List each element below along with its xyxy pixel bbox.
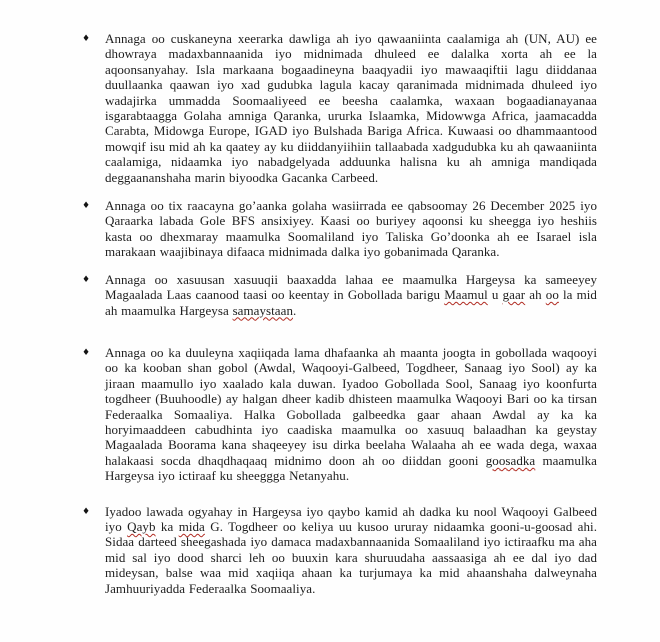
bullet-list [82,31,597,596]
misspelled-word: gaar [502,287,526,303]
text-run: Annaga oo tix raacayna go’aanka golaha wasiirrada ee qabsoomay 26 December 2025 iyo Qaraarka labada Gole BFS ansixiyey. Kaasi oo buriyey aqoonsi ku sheegga iyo heshiis kasta oo dhexmaray maamulka Soomaliland iyo Taliska Go’doonka ah ee Isarael isla marakaan waajibinaya difaaca midnimada dalka iyo gobanimada Qaranka. [105,198,597,260]
text-run: Annaga oo cuskaneyna xeerarka dawliga ah iyo qawaaniinta caalamiga ah (UN, AU) ee dhowraya madaxbannaanida iyo midnimada dhuleed ee dalalka xorta ah ee la aqoonsanyahay. Isla markaana bogaadineyna baaqyadii iyo mawaaqiftii lagu diiddanaa duullaanka qaawan iyo xad gudubka lagula kacay qaranimada midnimada dhuleed iyo wadajirka ummadda Soomaaliyeed ee beesha caalamka, waxaan bogaadianayanaa isgarabtaagga Golaha amniga Qaranka, ururka Islaamka, Midowwga Africa, jaamacadda Carabta, Midowga Europe, IGAD iyo Bulshada Bariga Africa. Kuwaasi oo dhammaantood mowqif isu mid ah ka qaatey ay ku diiddanyiihiin tallaabada xadgudubka ku ah qawaaniinta caalamiga, nidaamka iyo nabadgelyada adduunka halisna ku ah amniga mandiqada deggaananshaha marin biyoodka Gacanka Carbeed. [105,31,597,185]
text-run: G. Togdheer oo keliya uu kusoo ururay nidaamka gooni-u-goosad ahi. Sidaa darteed sheegashada iyo damaca madaxbannaanida Somaaliland iyo ictiraafku ma aha mid sal iyo dood sharci leh oo buuxin kara shuruudaha aassaasiga ah ee dal iyo dad mideysan, balse waa mid xaqiiqa ahaan ka turjumaya ka mid ahaanshaha dalweynaha Jamhuuriyadda Federaalka Soomaaliya. [105,518,597,596]
misspelled-word: oo [545,287,559,303]
bullet-diamond-icon: ♦ [82,201,91,212]
bullet-paragraph [105,272,597,318]
text-run: . [293,302,297,318]
bullet-diamond-icon: ♦ [82,347,91,358]
bullet-item [82,344,597,484]
text-run: Annaga oo ka duuleyna xaqiiqada lama dhafaanka ah maanta joogta in gobollada waqooyi oo ka kooban shan gobol (Awdal, Waqooyi-Galbeed, Togdheer, Sanaag iyo Sool) ay ka jiraan maamullo iyo xaalado kala duwan. Iyadoo Gobollada Sool, Sanaag iyo koonfurta togdheer (Buuhoodle) ay halgan dheer kadib dhisteen maamulka Waqooyi Bari oo ka tirsan Federaalka Somaaliya. Halka Gobollada galbeedka gaar ahaan Awdal ay ka ka horyimaaddeen cabudhinta iyo caadiska maamulka oo xasuuq balaadhan ka geystay Magaalada Boorama kana shaqeeyey isu dirka beelaha Walaaha ah ee wada dega, waxaa halakaasi socda dhaqdhaqaaq midnimo doon ah oo diiddan gooni [105,344,597,468]
misspelled-word: samaystaan [232,302,293,318]
bullet-paragraph [105,504,597,596]
misspelled-word: goosadka [485,452,536,468]
bullet-item [82,198,597,260]
text-run: Annaga oo xasuusan xasuuqii baaxadda lahaa ee maamulka Hargeysa ka sameeyey Magaalada Laas caanood taasi oo keentay in Gobollada barigu [105,271,597,303]
bullet-paragraph [105,31,597,185]
bullet-diamond-icon: ♦ [82,34,91,44]
misspelled-word: Qayb [127,518,156,534]
misspelled-word: Maamul [444,287,488,303]
text-run: ah [525,287,546,303]
text-run: la mid ah maamulka Hargeysa [105,287,597,318]
text-run: Iyadoo lawada ogyahay in Hargeysa iyo qaybo kamid ah dadka ku nool Waqooyi Galbeed iyo [105,503,597,534]
bullet-diamond-icon: ♦ [82,274,91,285]
bullet-item [82,271,597,318]
bullet-paragraph [105,198,597,260]
bullet-paragraph [105,345,597,484]
text-run: maamulka Hargeysa iyo ictiraaf ku sheeggga Netanyahu. [105,452,597,484]
bullet-item [82,31,597,185]
text-run: ka [155,518,179,534]
bullet-item [82,503,597,596]
text-run: u [487,287,503,303]
misspelled-word: mida [178,518,205,534]
bullet-diamond-icon: ♦ [82,506,91,517]
